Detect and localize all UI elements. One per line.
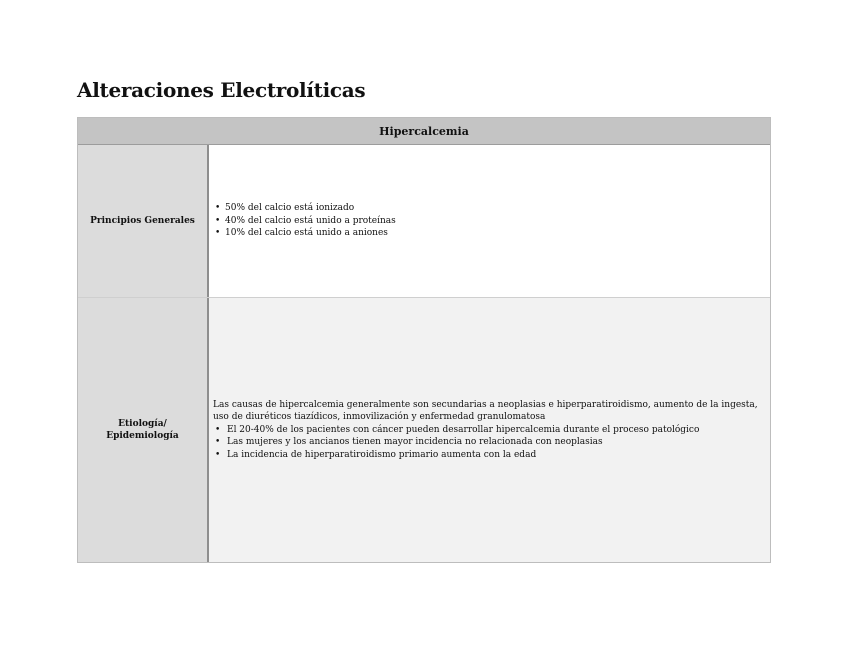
table-row-principios-generales (78, 145, 770, 298)
list-item: • 40% del calcio está unido a proteínas (215, 215, 764, 228)
row-label-text: Principios Generales (90, 216, 195, 226)
bullet-list (213, 424, 766, 462)
list-item: • La incidencia de hiperparatiroidismo primario aumenta con la edad (215, 449, 766, 462)
intro-paragraph: Las causas de hipercalcemia generalmente son secundarias a neoplasias e hiperparatiroidismo, aumento de la ingesta, uso de diuréticos tiazídicos, inmovilización y enfermedad granulomatosa (213, 399, 758, 423)
row-label-text: Etiología/ (118, 419, 167, 429)
table-header-title: Hipercalcemia (379, 124, 469, 138)
row-content-principios-generales (209, 145, 770, 297)
list-item: • Las mujeres y los ancianos tienen mayor incidencia no relacionada con neoplasias (215, 436, 766, 449)
table-row-etiologia-epidemiologia (78, 298, 770, 562)
page-title: Alteraciones Electrolíticas (77, 78, 366, 102)
list-item: • 10% del calcio está unido a aniones (215, 227, 764, 240)
list-item: • El 20-40% de los pacientes con cáncer pueden desarrollar hipercalcemia durante el proceso patológico (215, 424, 766, 437)
row-label-text: Epidemiología (106, 431, 179, 441)
bullet-list (215, 202, 764, 240)
table-header (78, 118, 770, 145)
row-label-etiologia-epidemiologia (78, 298, 209, 562)
row-label-principios-generales (78, 145, 209, 297)
list-item: • 50% del calcio está ionizado (215, 202, 764, 215)
hipercalcemia-table (77, 117, 771, 563)
row-content-etiologia-epidemiologia (209, 298, 770, 562)
